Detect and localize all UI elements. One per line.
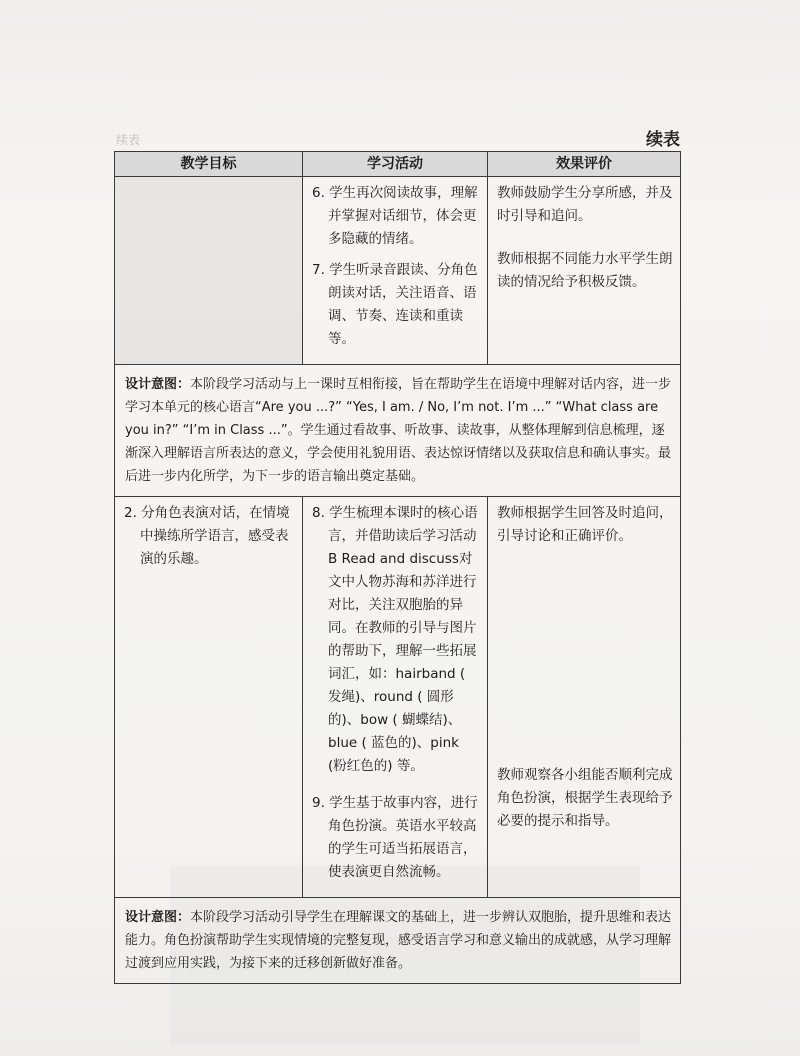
column-header-activity: 学习活动 <box>303 152 488 177</box>
table-row <box>115 177 681 365</box>
activity-item: 6. 学生再次阅读故事，理解并掌握对话细节，体会更多隐藏的情绪。 <box>312 185 478 247</box>
document-sheet <box>114 125 680 984</box>
design-row <box>115 898 681 984</box>
evaluation-item: 教师根据学生回答及时追问，引导讨论和正确评价。 <box>497 505 673 544</box>
column-header-goal: 教学目标 <box>115 152 303 177</box>
evaluation-item: 教师观察各小组能否顺利完成角色扮演，根据学生表现给予必要的提示和指导。 <box>497 767 673 829</box>
evaluation-cell <box>488 177 681 365</box>
evaluation-item: 教师鼓励学生分享所感，并及时引导和追问。 <box>497 185 673 224</box>
design-text: 本阶段学习活动引导学生在理解课文的基础上，进一步辨认双胞胎，提升思维和表达能力。角色扮演帮助学生实现情境的完整复现，感受语言学习和意义输出的成就感，从学习理解过渡到应用实践，为接下来的迁移创新做好准备。 <box>125 910 672 971</box>
design-text: 本阶段学习活动与上一课时互相衔接，旨在帮助学生在语境中理解对话内容，进一步学习本单元的核心语言“Are you ...?” “Yes, I am. / No, I’m not. I’m ...” “What class are you in?” “I’m in Class ...”。学生通过看故事、听故事、读故事，从整体理解到信息梳理，逐渐深入理解语言所表达的意义，学会使用礼貌用语、表达惊讶情绪以及获取信息和确认事实。最后进一步内化所学，为下一步的语言输出奠定基础。 <box>125 377 672 484</box>
column-header-evaluation: 效果评价 <box>488 152 681 177</box>
goal-text <box>116 178 301 186</box>
design-row <box>115 365 681 497</box>
table-row <box>115 497 681 898</box>
activity-item: 8. 学生梳理本课时的核心语言，并借助读后学习活动B Read and discuss对文中人物苏海和苏洋进行对比，关注双胞胎的异同。在教师的引导与图片的帮助下，理解一些拓展词汇，如：hairband ( 发绳)、round ( 圆形的)、bow ( 蝴蝶结)、blue ( 蓝色的)、pink (粉红色的) 等。 <box>312 505 478 774</box>
continued-label: 续表 <box>646 130 680 150</box>
activity-item: 7. 学生听录音跟读、分角色朗读对话，关注语音、语调、节奏、连读和重读等。 <box>312 262 478 347</box>
page-header <box>114 125 680 151</box>
goal-text: 2. 分角色表演对话，在情境中操练所学语言，感受表演的乐趣。 <box>124 505 290 567</box>
goal-cell <box>115 497 303 898</box>
activity-cell <box>303 177 488 365</box>
activity-cell <box>303 497 488 898</box>
design-label: 设计意图： <box>125 910 191 925</box>
faint-header-label: 续表 <box>116 133 141 147</box>
design-intent-2 <box>115 898 681 984</box>
evaluation-cell <box>488 497 681 898</box>
activity-item: 9. 学生基于故事内容，进行角色扮演。英语水平较高的学生可适当拓展语言，使表演更自然流畅。 <box>312 795 478 880</box>
goal-cell <box>115 177 303 365</box>
design-label: 设计意图： <box>125 377 191 392</box>
lesson-table <box>114 151 681 984</box>
table-header-row <box>115 152 681 177</box>
evaluation-item: 教师根据不同能力水平学生朗读的情况给予积极反馈。 <box>497 251 673 290</box>
design-intent-1 <box>115 365 681 497</box>
